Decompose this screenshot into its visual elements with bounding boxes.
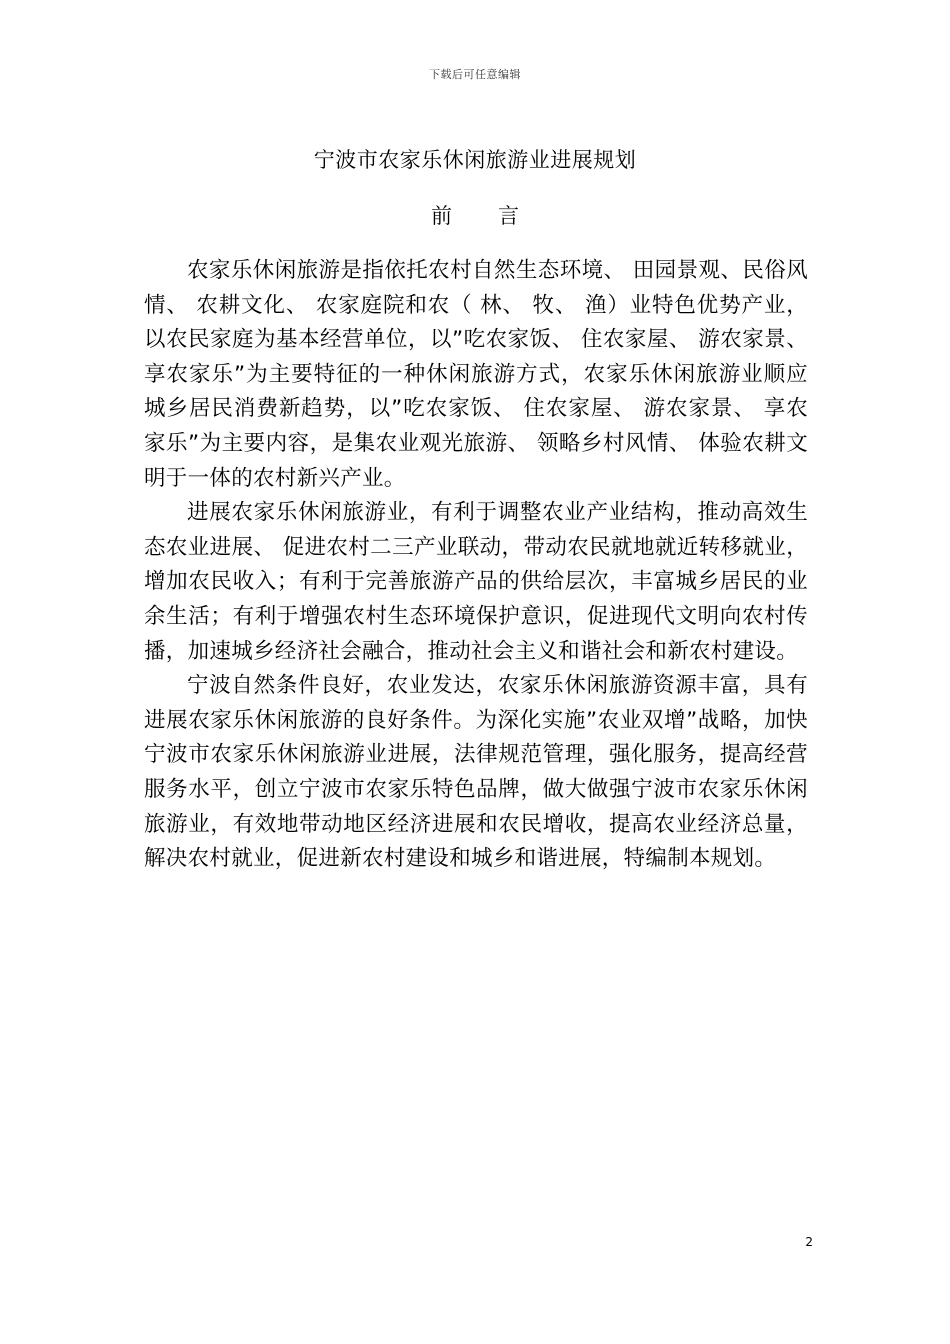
section-title (0, 200, 950, 230)
paragraph-2: 进展农家乐休闲旅游业，有利于调整农业产业结构，推动高效生态农业进展、 促进农村二三产业联动，带动农民就地就近转移就业，增加农民收入；有利于完善旅游产品的供给层次，丰富城乡居民的业余生活；有利于增强农村生态环境保护意识，促进现代文明向农村传播，加速城乡经济社会融合，推动社会主义和谐社会和新农村建设。 (144, 500, 808, 664)
section-title-char-2: 言 (498, 204, 519, 228)
section-title-char-1: 前 (431, 204, 452, 228)
document-title: 宁波市农家乐休闲旅游业进展规划 (313, 148, 637, 172)
page-number: 2 (805, 1235, 813, 1249)
paragraph-3: 宁波自然条件良好，农业发达，农家乐休闲旅游资源丰富，具有进展农家乐休闲旅游的良好条件。为深化实施”农业双增”战略，加快宁波市农家乐休闲旅游业进展，法律规范管理，强化服务，提高经营服务水平，创立宁波市农家乐特色品牌，做大做强宁波市农家乐休闲旅游业，有效地带动地区经济进展和农民增收，提高农业经济总量，解决农村就业，促进新农村建设和城乡和谐进展，特编制本规划。 (144, 673, 808, 872)
paragraph-1: 农家乐休闲旅游是指依托农村自然生态环境、 田园景观、民俗风情、 农耕文化、 农家庭院和农（ 林、 牧、 渔）业特色优势产业，以农民家庭为基本经营单位，以”吃农家饭、 住农家屋、 游农家景、 享农家乐”为主要特征的一种休闲旅游方式，农家乐休闲旅游业顺应城乡居民消费新趋势，以”吃农家饭、 住农家屋、 游农家景、 享农家乐”为主要内容，是集农业观光旅游、 领略乡村风情、 体验农耕文明于一体的农村新兴产业。 (144, 258, 808, 491)
header-note: 下载后可任意编辑 (429, 68, 521, 81)
body-text (144, 254, 808, 877)
